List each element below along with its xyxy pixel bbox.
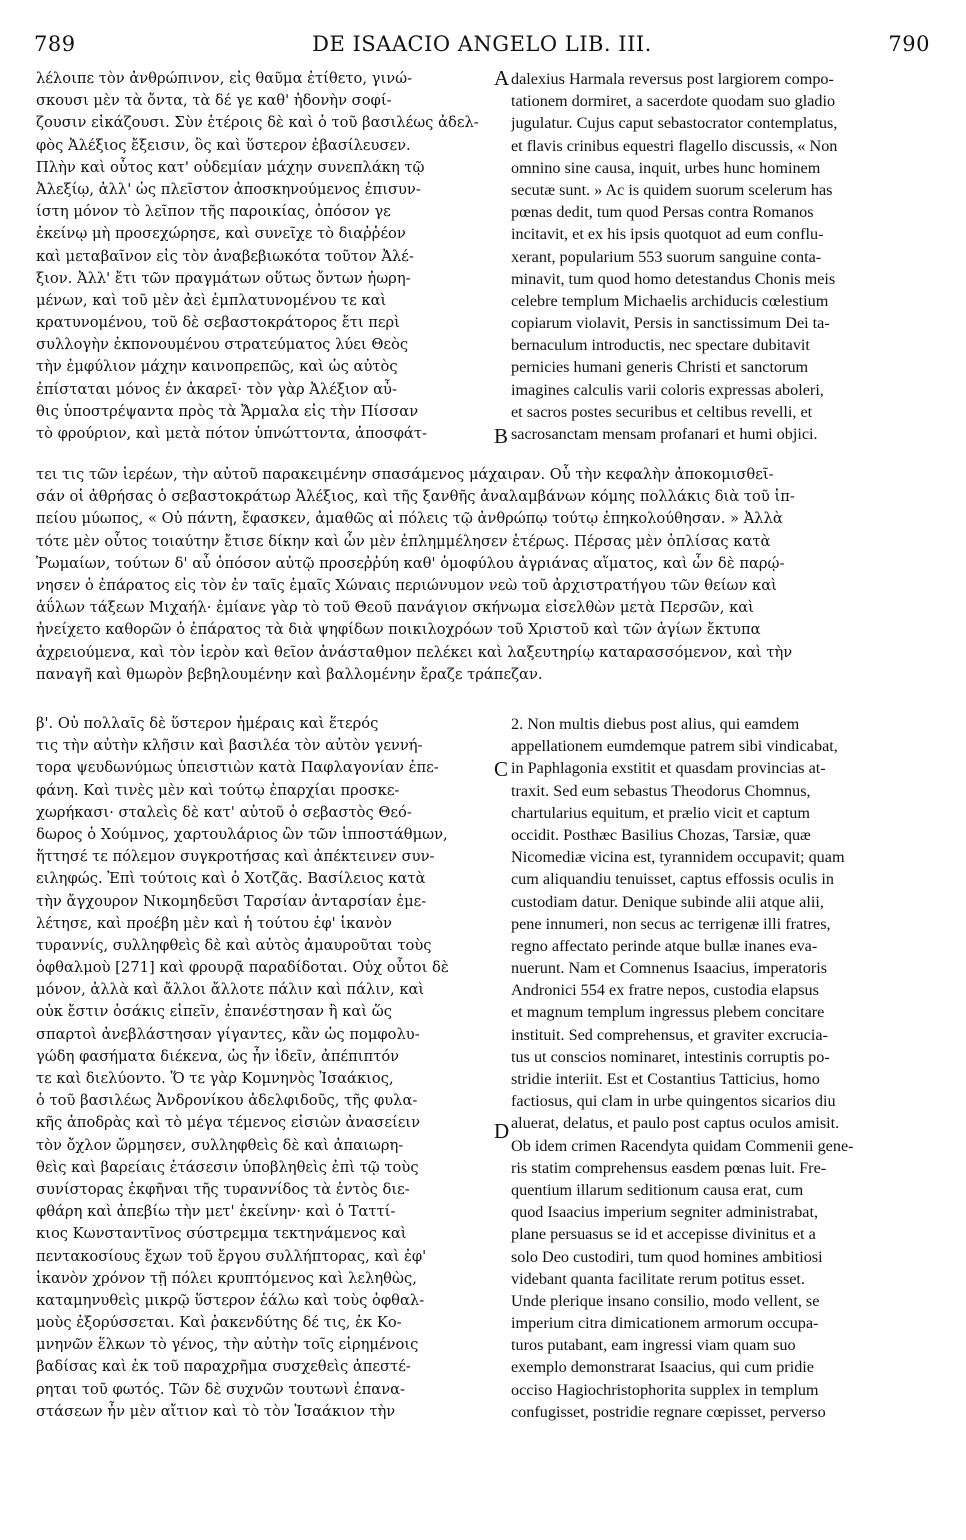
greek-line: χωρήκασι· σταλεὶς δὲ κατ' αὐτοῦ ὁ σεβαστὸς Θεό-	[36, 803, 412, 821]
page-number-right: 790	[888, 32, 930, 56]
margin-marker-d: D	[494, 1119, 510, 1143]
running-title: DE ISAACIO ANGELO LIB. III.	[312, 32, 652, 56]
latin-line: tationem dormiret, a sacerdote quodam suo gladio	[511, 92, 836, 111]
greek-line: σπαρτοὶ ἀνεβλάστησαν γίγαντες, κἂν ὡς πομφολυ-	[36, 1025, 420, 1043]
greek-line: ὀφθαλμοὺ [271] καὶ φρουρᾷ παραδίδοται. Οὐχ οὗτοι δὲ	[36, 959, 449, 977]
greek-line: τε καὶ διελύοντο. Ὅ τε γὰρ Κομνηνὸς Ἰσαάκιος,	[36, 1070, 394, 1087]
greek-line: β'. Οὐ πολλαῖς δὲ ὕστερον ἡμέραις καὶ ἕτερός	[36, 715, 379, 732]
latin-column-bottom	[511, 713, 931, 1423]
greek-line: μόνον, ἀλλὰ καὶ ἄλλοι ἄλλοτε πάλιν καὶ πάλιν, καὶ	[36, 981, 425, 999]
greek-line: βαδίσας καὶ ἐκ τοῦ παραχρῆμα συσχεθεὶς ἀπεστέ-	[36, 1358, 411, 1376]
latin-line: regno affectato perinde atque bullæ inanes eva-	[511, 936, 818, 955]
greek-line: οὐκ ἔστιν ὁσάκις εἰπεῖν, ἐπανέστησαν ἢ καὶ ὥς	[36, 1003, 392, 1021]
latin-line: xerant, popularium 553 suorum sanguine conta-	[511, 247, 822, 266]
greek-line: λέτησε, καὶ προέβη μὲν καὶ ἡ τούτου ἐφ' ἱκανὸν	[36, 914, 392, 932]
greek-line: τει τις τῶν ἱερέων, τὴν αὐτοῦ παρακειμένην σπασάμενος μάχαιραν. Οὗ τὴν κεφαλὴν ἀποκομισθεῖ-	[36, 466, 774, 483]
latin-line: in Paphlagonia exstitit et quasdam provincias at-	[511, 759, 826, 778]
latin-line: plane persuasus se id et accepisse divinitus et a	[511, 1225, 816, 1244]
latin-line: pernicies humani generis Christi et sanctorum	[511, 358, 809, 377]
greek-line: ἀΰλων τάξεων Μιχαήλ· ἐμίανε γὰρ τὸ τοῦ Θεοῦ πανάγιον σκήνωμα εἰσελθὼν μετὰ Περσῶν, καὶ	[36, 599, 754, 617]
greek-line: Ῥωμαίων, τούτων δ' αὖ ὁπόσον αὐτῷ προσεῤῥύη καθ' ὁμοφύλου ἀγριάνας αἵματος, καὶ ὧν δὲ παρῴ-	[36, 554, 785, 572]
greek-line: τὸν ὄχλον ὥρμησεν, συλληφθεὶς δὲ καὶ ἀπαιωρη-	[36, 1136, 404, 1154]
latin-line: exemplo demonstrarat Isaacius, qui cum pridie	[511, 1358, 814, 1377]
greek-line: ἐπίσταται μόνος ἐν ἀκαρεῖ· τὸν γὰρ Ἀλέξιον αὖ-	[36, 380, 397, 398]
latin-line: quentium illarum seditionum causa erat, cum	[511, 1180, 804, 1199]
latin-line: tus ut conscios nominaret, intestinis corruptis po-	[511, 1047, 830, 1066]
greek-line: ὁ τοῦ βασιλέως Ἀνδρονίκου ἀδελφιδοῦς, τῆς φυλα-	[36, 1092, 418, 1110]
greek-line: καταμηνυθεὶς μικρῷ ὕστερον ἑάλω καὶ τοὺς ὀφθαλ-	[36, 1291, 425, 1309]
greek-line: ἐκείνῳ μὴ προσεχώρησε, καὶ συνεῖχε τὸ διαῤῥέον	[36, 225, 406, 243]
latin-line: occiso Hagiochristophorita supplex in templum	[511, 1380, 819, 1399]
latin-line: nuerunt. Nam et Comnenus Isaacius, imperatoris	[511, 959, 828, 978]
latin-line: omnino sine causa, inquit, urbes hunc hominem	[511, 158, 821, 177]
latin-line: celebre templum Michaelis archiducis cœlestium	[511, 291, 829, 310]
greek-line: σκουσι μὲν τὰ ὄντα, τὰ δέ γε καθ' ἡδονὴν σοφί-	[36, 92, 392, 110]
latin-line: cum aliquandiu tenuisset, captus effossis oculis in	[511, 870, 834, 889]
latin-line: Ob idem crimen Racendyta quidam Commenii gene-	[511, 1136, 854, 1155]
greek-line: καὶ μεταβαῖνον εἰς τὸν ἀναβεβιωκότα τοῦτον Ἀλέ-	[36, 247, 414, 265]
latin-line: chartularius equitum, et prælio vicit et captum	[511, 803, 810, 822]
latin-line: et sacros postes securibus et celtibus revelli, et	[511, 402, 813, 421]
latin-line: Andronici 554 ex fratre nepos, custodia elapsus	[511, 981, 819, 1000]
latin-line: pene innumeri, non secus ac terrigenæ illi fratres,	[511, 914, 831, 933]
latin-line: sacrosanctam mensam profanari et humi objici.	[511, 425, 818, 443]
latin-line: appellationem eumdemque patrem sibi vindicabat,	[511, 737, 838, 756]
latin-line: confugisset, postridie regnare cœpisset, perverso	[511, 1402, 826, 1421]
greek-line: ειληφώς. Ἐπὶ τούτοις καὶ ὁ Χοτζᾶς. Βασίλειος κατὰ	[36, 870, 426, 888]
latin-line: copiarum violavit, Persis in sanctissimum Dei ta-	[511, 314, 830, 333]
greek-line: λέλοιπε τὸν ἀνθρώπινον, εἰς θαῦμα ἐτίθετο, γινώ-	[36, 70, 413, 87]
latin-line: imagines calculis varii coloris expressas aboleri,	[511, 380, 824, 399]
greek-line: κρατυνομένου, τοῦ δὲ σεβαστοκράτορος ἔτι περὶ	[36, 314, 400, 332]
margin-marker-c: C	[494, 757, 509, 781]
latin-line: incitavit, et ex his ipsis quotquot ad eum conflu-	[511, 225, 824, 244]
greek-line: συνίστορας ἐκφῆναι τῆς τυραννίδος τὰ ἐντὸς διε-	[36, 1180, 410, 1198]
latin-line: factiosus, qui clam in urbe quingentos sicarios diu	[511, 1092, 836, 1111]
greek-line: Ἀλεξίῳ, ἀλλ' ὡς πλεῖστον ἀποσκηνούμενος ἐπισυν-	[36, 180, 421, 198]
greek-line: τὴν ἄγχουρον Νικομηδεῦσι Ταρσίαν ἀνταρσίαν ἐμε-	[36, 892, 427, 910]
greek-line: ἱκανὸν χρόνον τῇ πόλει κρυπτόμενος καὶ λεληθὼς,	[36, 1269, 417, 1287]
greek-column-bottom	[36, 713, 494, 1423]
latin-line: aluerat, delatus, et paulo post captus oculos amisit.	[511, 1114, 840, 1133]
latin-line: ris statim comprehensus easdem pœnas luit. Fre-	[511, 1158, 827, 1177]
page-number-left: 789	[34, 32, 76, 56]
latin-line: imperium citra dimicationem armorum occupa-	[511, 1314, 819, 1333]
greek-line: πεντακοσίους ἔχων τοῦ ἔργου συλλήπτορας, καὶ ἐφ'	[36, 1247, 427, 1265]
latin-line: et magnum templum ingressus plebem concitare	[511, 1003, 825, 1022]
greek-line: συλλογὴν ἐκπονουμένου στρατεύματος λύει Θεὸς	[36, 336, 409, 354]
latin-line: stridie interiit. Est et Costantius Tatticius, homo	[511, 1070, 820, 1088]
running-header	[34, 32, 930, 62]
latin-line: traxit. Sed eum sebastus Theodorus Chomnus,	[511, 781, 811, 800]
greek-line: ζουσιν εἰκάζουσι. Σὺν ἑτέροις δὲ καὶ ὁ τοῦ βασιλέως ἀδελ-	[36, 114, 479, 132]
latin-line: quod Isaacius imperium segniter administrabat,	[511, 1203, 819, 1222]
greek-line: μοὺς ἐξορύσσεται. Καὶ ῥακενδύτης δέ τις, ἐκ Κο-	[36, 1314, 402, 1332]
greek-line: σάν οἱ ἀθρήσας ὁ σεβαστοκράτωρ Ἀλέξιος, καὶ τῆς ξανθῆς ἀναλαμβάνων κόμης πολλάκις διὰ τοῦ ἱπ-	[36, 488, 795, 506]
greek-line: θις ὑποστρέψαντα πρὸς τὰ Ἄρμαλα εἰς τὴν Πίσσαν	[36, 402, 419, 420]
greek-line: ἥττησέ τε πόλεμον συγκροτήσας καὶ ἀπέκτεινεν συν-	[36, 848, 435, 866]
latin-line: occidit. Posthæc Basilius Chozas, Tarsiæ, quæ	[511, 825, 811, 844]
greek-line: μνηνῶν ἕλκων τὸ γένος, τὴν αὐτὴν τοῖς εἰρημένοις	[36, 1336, 419, 1354]
greek-line: Πλὴν καὶ οὗτος κατ' οὐδεμίαν μάχην συνεπλάκη τῷ	[36, 158, 425, 176]
greek-line: τις τὴν αὐτὴν κλῆσιν καὶ βασιλέα τὸν αὐτὸν γεννή-	[36, 737, 423, 755]
greek-line: γώδη φασήματα διέκενα, ὡς ἦν ἰδεῖν, ἀπέπιπτόν	[36, 1047, 400, 1065]
greek-line: μένων, καὶ τοῦ μὲν ἀεὶ ἐμπλατυνομένου τε καὶ	[36, 291, 387, 309]
latin-line: et flavis crinibus equestri flagello discussis, « Non	[511, 136, 838, 155]
latin-line: 2. Non multis diebus post alius, qui eamdem	[511, 715, 800, 733]
greek-line: θεὶς καὶ βαρείαις ἐτάσεσιν ὑποβληθεὶς ἐπὶ τῷ τοὺς	[36, 1158, 419, 1176]
greek-line: τορα ψευδωνύμως ὑπειστιὼν κατὰ Παφλαγονίαν ἐπε-	[36, 759, 439, 777]
greek-full-width-block	[36, 464, 934, 686]
latin-line: custodiam datur. Denique subinde alii atque alii,	[511, 892, 824, 911]
latin-line: secutæ sunt. » Ac is quidem suorum scelerum has	[511, 180, 833, 199]
greek-line: τότε μὲν οὗτος τοιαύτην ἔτισε δίκην καὶ ὧν μὲν ἐπλημμέλησεν ἑτέρως. Πέρσας μὲν ὁπλίσας κατὰ	[36, 532, 771, 550]
latin-line: Nicomediæ vicina est, tyrannidem occupavit; quam	[511, 848, 845, 867]
greek-line: στάσεων ἦν μὲν αἴτιον καὶ τὸ τὸν Ἰσαάκιον τὴν	[36, 1402, 396, 1420]
greek-line: κιος Κωνσταντῖνος σύστρεμμα τεκτηνάμενος καὶ	[36, 1225, 407, 1243]
greek-line: φθάρη καὶ ἀπεβίω τὴν μετ' ἐκείνην· καὶ ὁ Ταττί-	[36, 1203, 396, 1221]
greek-line: ξιον. Ἀλλ' ἔτι τῶν πραγμάτων οὕτως ὄντων ἠωρη-	[36, 269, 411, 287]
margin-marker-b: B	[494, 424, 509, 448]
latin-line: jugulatur. Cujus caput sebastocrator contemplatus,	[511, 114, 838, 133]
greek-line: ἀχρειούμενα, καὶ τὸν ἱερὸν καὶ θεῖον ἀνάσταθμον πελέκει καὶ λαξευτηρίῳ καταρασσόμενον, καὶ τὴν	[36, 643, 793, 661]
greek-line: ίστη μόνον τὸ λεῖπον τῆς παροικίας, ὁπόσον γε	[36, 203, 391, 221]
greek-line: φάνη. Καὶ τινὲς μὲν καὶ τούτῳ ἐπαρχίαι προσκε-	[36, 781, 400, 799]
latin-line: pœnas dedit, tum quod Persas contra Romanos	[511, 203, 814, 222]
greek-line: νησεν ὁ ἐπάρατος εἰς τὸν ἐν ταῖς ἐμαῖς Χώναις περιώνυμον νεὼ τοῦ ἀρχιστρατήγου τῶν θείων καὶ	[36, 576, 777, 594]
latin-line: turos putabant, eam ingressi viam quam suo	[511, 1336, 796, 1355]
latin-line: instituit. Sed comprehensus, et graviter excrucia-	[511, 1025, 828, 1044]
greek-line: τυραννίς, συλληφθεὶς δὲ καὶ αὐτὸς ἀμαυροῦται τοὺς	[36, 936, 432, 954]
latin-line: solo Deo custodiri, tum quod homines ambitiosi	[511, 1247, 823, 1266]
greek-column-top	[36, 68, 494, 445]
greek-line: τὴν ἐμφύλιον μάχην καινοπρεπῶς, καὶ ὡς αὐτὸς	[36, 358, 398, 376]
latin-line: dalexius Harmala reversus post largiorem compo-	[511, 70, 834, 88]
greek-line: πείου μύωπος, « Οὐ πάντη, ἔφασκεν, ἀμαθῶς αἱ πόλεις τῷ ἀνθρώπῳ τούτῳ ἐπηκολούθησαν. » Ἀλλὰ	[36, 510, 783, 528]
margin-marker-a: A	[494, 66, 510, 90]
greek-line: τὸ φρούριον, καὶ μετὰ πότον ὑπνώττοντα, ἀποσφάτ-	[36, 425, 427, 442]
latin-line: Unde plerique insano consilio, modo vellent, se	[511, 1291, 820, 1310]
greek-line: ρηται τοῦ φωτός. Τῶν δὲ συχνῶν τουτωνὶ ἐπανα-	[36, 1380, 406, 1398]
latin-line: minavit, tum quod homo detestandus Chonis meis	[511, 269, 836, 288]
greek-line: ἠνείχετο καθορῶν ὁ ἐπάρατος τὰ διὰ ψηφίδων ποικιλοχρόων τοῦ Χριστοῦ καὶ τῶν ἁγίων ἔκτυπα	[36, 621, 761, 639]
greek-line: κῆς ἀποδρὰς καὶ τὸ μέγα τέμενος εἰσιὼν ἀνασείειν	[36, 1114, 420, 1132]
greek-line: δωρος ὁ Χούμνος, χαρτουλάριος ὢν τῶν ἱπποστάθμων,	[36, 825, 448, 843]
latin-line: bernaculum introductis, nec spectare dubitavit	[511, 336, 810, 355]
latin-column-top	[511, 68, 931, 445]
latin-line: videbant quanta facilitate rerum potitus esset.	[511, 1269, 805, 1288]
greek-line: φὸς Ἀλέξιος ἔξεισιν, ὃς καὶ ὕστερον ἐβασίλευσεν.	[36, 136, 411, 154]
greek-line: παναγῆ καὶ θμωρὸν βεβηλουμένην καὶ βαλλομένην ἔραζε τράπεζαν.	[36, 665, 543, 683]
